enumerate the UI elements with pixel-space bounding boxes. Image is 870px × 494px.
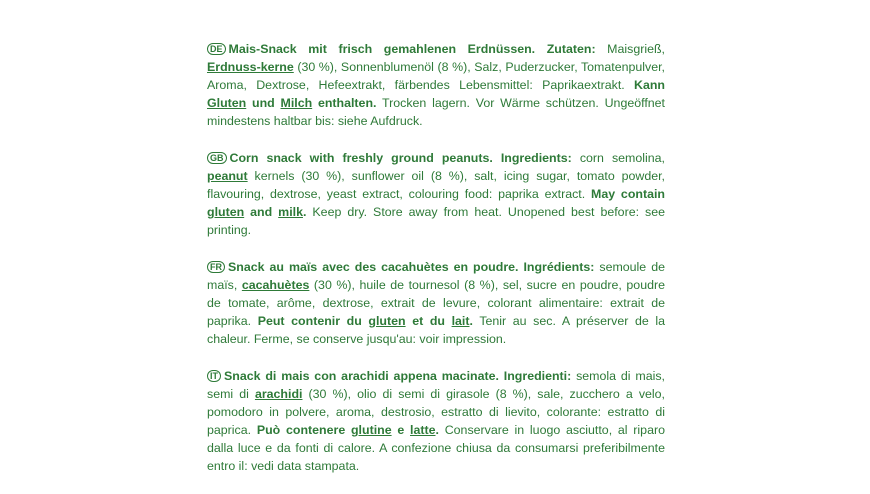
allergen-text: Erdnuss-kerne [207,60,294,74]
bold-text: und [246,96,281,110]
body-text: kernels (30 %), sunflower oil (8 %), salt, icing sugar, tomato powder, flavouring, dextrose, yeast extract, colouring food: paprika extract. [207,169,665,201]
body-text: (30 %), huile de tournesol (8 %), sel, sucre en poudre, poudre de tomate, arôme, dextrose, extrait de levure, colorant alimentaire: extrait de paprika. [207,278,665,328]
language-badge-it: IT [207,370,221,382]
language-badge-gb: GB [207,152,227,164]
body-text: Trocken lagern. Vor Wärme schützen. Ungeöffnet mindestens haltbar bis: siehe Aufdruck. [207,96,665,128]
bold-text: Snack di mais con arachidi appena macinate. Ingredienti: [224,369,572,383]
bold-text: Peut contenir du [257,314,369,328]
allergen-text: Milch [280,96,313,110]
body-text: Conservare in luogo asciutto, al riparo dalla luce e da fonti di calore. A confezione chiusa da consumarsi preferibilmente entro il: vedi data stampata. [207,423,665,473]
bold-text: May contain [591,187,665,201]
bold-text: enthalten. [312,96,377,110]
body-text: semola di mais, semi di [207,369,665,401]
bold-text: Kann [634,78,665,92]
text-de [207,42,665,128]
text-fr [207,260,665,346]
bold-text: et du [405,314,452,328]
language-badge-de: DE [207,43,226,55]
bold-text: e [391,423,411,437]
allergen-text: cacahuètes [241,278,310,292]
allergen-text: milk [278,205,303,219]
bold-text: . [435,423,439,437]
bold-text: Snack au maïs avec des cacahuètes en poudre. Ingrédients: [228,260,595,274]
text-it [207,369,665,473]
allergen-text: peanut [207,169,248,183]
text-gb [207,151,665,237]
bold-text: . [469,314,473,328]
ingredient-label [207,40,665,494]
allergen-text: latte [410,423,436,437]
lang-block-it [207,367,665,475]
body-text: Maisgrieß, [595,42,665,56]
body-text: corn semolina, [571,151,665,165]
body-text: Keep dry. Store away from heat. Unopened best before: see printing. [207,205,665,237]
body-text: semoule de maïs, [207,260,665,292]
lang-block-gb [207,149,665,239]
allergen-text: Gluten [207,96,247,110]
body-text: (30 %), Sonnenblumenöl (8 %), Salz, Puderzucker, Tomatenpulver, Aroma, Dextrose, Hefeextrakt, färbendes Lebensmittel: Paprikaextrakt. [207,60,665,92]
allergen-text: gluten [207,205,245,219]
language-badge-fr: FR [207,261,225,273]
lang-block-fr [207,258,665,348]
bold-text: Corn snack with freshly ground peanuts. Ingredients: [229,151,572,165]
lang-block-de [207,40,665,130]
body-text: (30 %), olio di semi di girasole (8 %), sale, zucchero a velo, pomodoro in polvere, aroma, destrosio, estratto di lievito, colorante: estratto di paprica. [207,387,665,437]
bold-text: . [302,205,307,219]
allergen-text: arachidi [254,387,303,401]
allergen-text: lait [451,314,470,328]
bold-text: and [244,205,279,219]
body-text: Tenir au sec. A préserver de la chaleur. Ferme, se conserve jusqu'au: voir impression. [207,314,666,346]
allergen-text: glutine [350,423,392,437]
allergen-text: gluten [368,314,406,328]
bold-text: Mais-Snack mit frisch gemahlenen Erdnüssen. Zutaten: [228,42,596,56]
bold-text: Può contenere [256,423,351,437]
